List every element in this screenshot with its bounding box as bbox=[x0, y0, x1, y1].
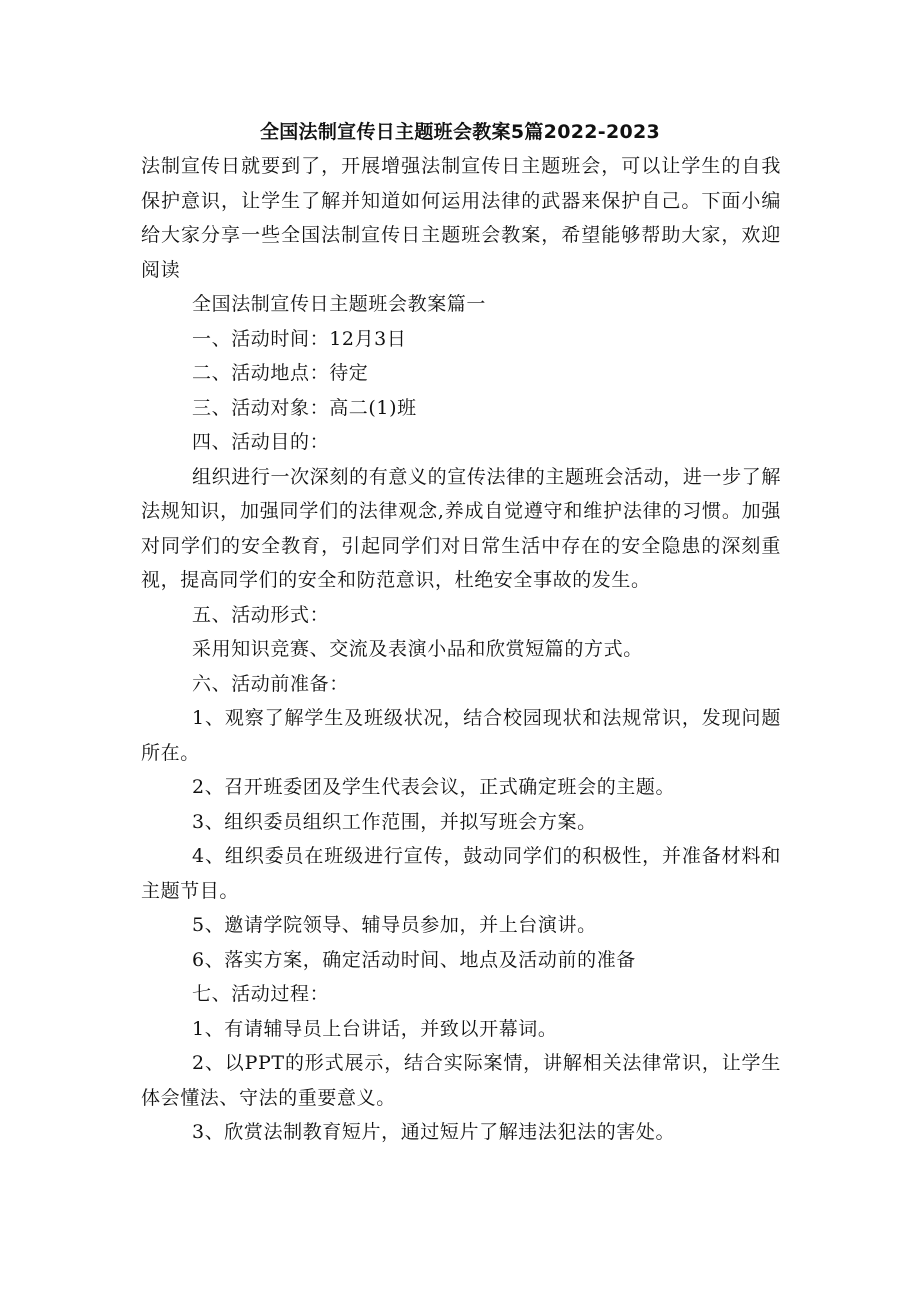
paragraph: 3、欣赏法制教育短片，通过短片了解违法犯法的害处。 bbox=[192, 1121, 676, 1143]
paragraph: 法制宣传日就要到了，开展增强法制宣传日主题班会，可以让学生的自我保护意识，让学生了解并知道如何运用法律的武器来保护自己。下面小编给大家分享一些全国法制宣传日主题班会教案，希望能够帮助大家，欢迎阅读 bbox=[141, 155, 781, 281]
paragraph: 四、活动目的： bbox=[192, 431, 330, 453]
paragraph: 五、活动形式： bbox=[192, 603, 330, 626]
paragraph: 三、活动对象：高二(1)班 bbox=[192, 396, 417, 419]
paragraph: 2、召开班委团及学生代表会议，正式确定班会的主题。 bbox=[192, 776, 676, 798]
paragraph: 组织进行一次深刻的有意义的宣传法律的主题班会活动，进一步了解法规知识，加强同学们的法律观念,养成自觉遵守和维护法律的习惯。加强对同学们的安全教育，引起同学们对日常生活中存在的安全隐患的深刻重视，提高同学们的安全和防范意识，杜绝安全事故的发生。 bbox=[141, 465, 781, 591]
paragraph: 2、以PPT的形式展示，结合实际案情，讲解相关法律常识，让学生体会懂法、守法的重要意义。 bbox=[141, 1052, 781, 1109]
paragraph: 1、观察了解学生及班级状况，结合校园现状和法规常识，发现问题所在。 bbox=[141, 707, 781, 764]
paragraph: 3、组织委员组织工作范围，并拟写班会方案。 bbox=[192, 810, 597, 833]
paragraph: 七、活动过程： bbox=[192, 983, 330, 1005]
paragraph: 二、活动地点：待定 bbox=[192, 362, 369, 384]
paragraph: 采用知识竞赛、交流及表演小品和欣赏短篇的方式。 bbox=[192, 638, 643, 660]
paragraph: 1、有请辅导员上台讲话，并致以开幕词。 bbox=[192, 1017, 558, 1040]
paragraph: 5、邀请学院领导、辅导员参加，并上台演讲。 bbox=[192, 914, 597, 936]
paragraph: 六、活动前准备： bbox=[192, 672, 349, 695]
paragraph: 4、组织委员在班级进行宣传，鼓动同学们的积极性，并准备材料和主题节目。 bbox=[141, 845, 781, 902]
document-title: 全国法制宣传日主题班会教案5篇2022-2023 bbox=[259, 121, 661, 143]
paragraph: 全国法制宣传日主题班会教案篇一 bbox=[192, 293, 487, 315]
paragraph: 一、活动时间：12月3日 bbox=[192, 327, 407, 350]
paragraph: 6、落实方案，确定活动时间、地点及活动前的准备 bbox=[192, 948, 636, 971]
document-body bbox=[141, 149, 781, 1150]
